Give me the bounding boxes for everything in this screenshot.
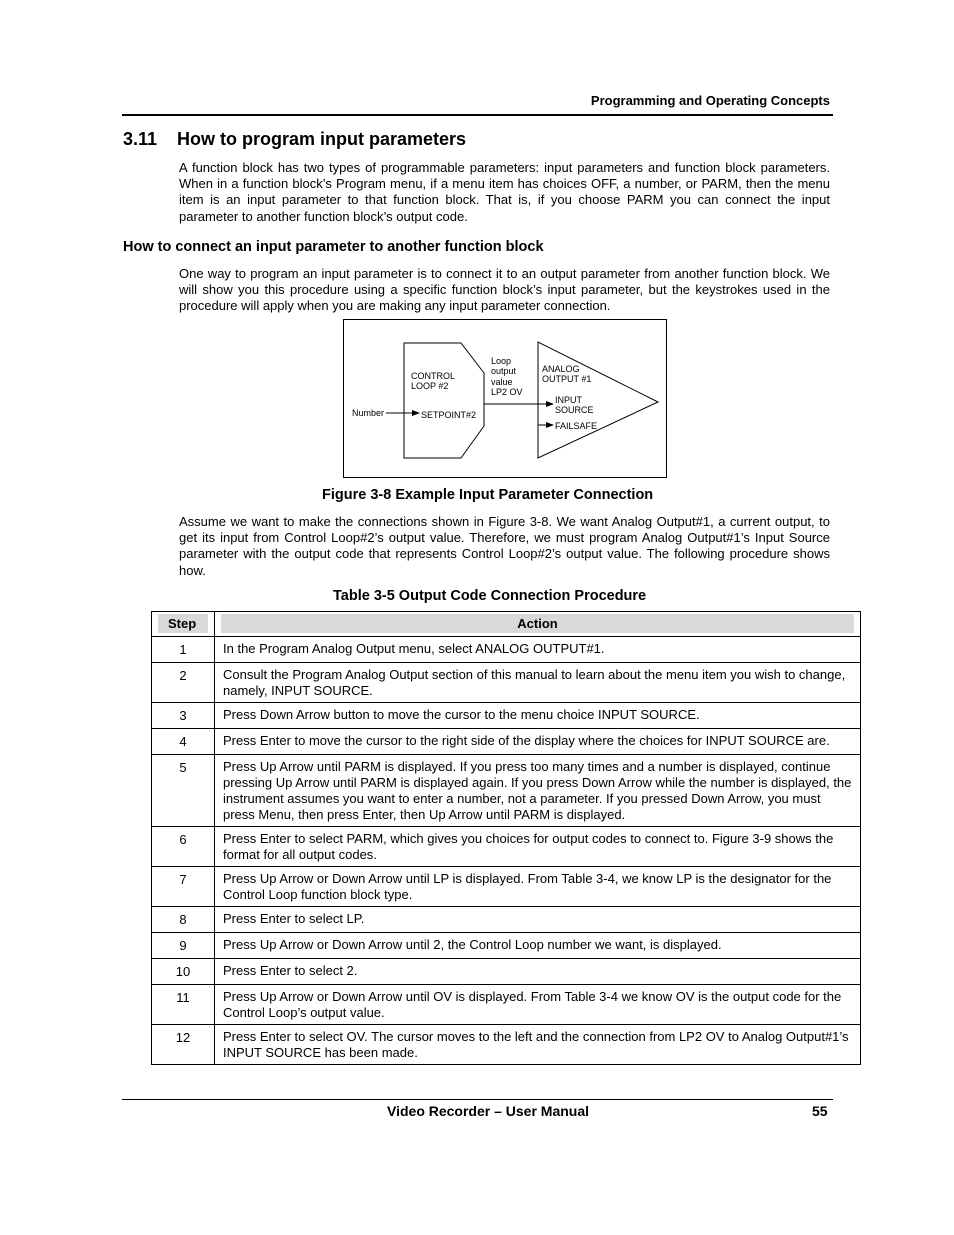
input-source-label-line2: SOURCE — [555, 405, 594, 415]
header-step-label: Step — [158, 614, 208, 633]
step-action: Press Enter to select OV. The cursor moves to the left and the connection from LP2 OV to Analog Output#1’s INPUT SOURCE has been made. — [215, 1025, 861, 1065]
table-row — [152, 985, 861, 1025]
table-row — [152, 959, 861, 985]
step-action: Press Enter to select PARM, which gives you choices for output codes to connect to. Figure 3-9 shows the format for all output codes. — [215, 827, 861, 867]
table-row — [152, 703, 861, 729]
table-header-row — [152, 612, 861, 637]
table-row — [152, 933, 861, 959]
step-number: 9 — [152, 933, 215, 959]
step-number: 3 — [152, 703, 215, 729]
control-loop-label-line1: CONTROL — [411, 371, 456, 381]
table-row — [152, 1025, 861, 1065]
step-number: 4 — [152, 729, 215, 755]
figure-caption: Figure 3-8 Example Input Parameter Connection — [322, 487, 654, 503]
control-loop-label-line2: LOOP #2 — [411, 381, 449, 391]
step-number: 11 — [152, 985, 215, 1025]
procedure-table — [151, 611, 861, 1065]
analog-output-label-line1: ANALOG — [542, 364, 580, 374]
table-row — [152, 827, 861, 867]
footer-title: Video Recorder – User Manual — [387, 1103, 590, 1119]
failsafe-label: FAILSAFE — [555, 421, 598, 431]
header-action — [215, 612, 861, 637]
analog-output-label-line2: OUTPUT #1 — [542, 374, 592, 384]
step-number: 10 — [152, 959, 215, 985]
loop-output-label-line4: LP2 OV — [491, 387, 523, 397]
section-intro-paragraph: A function block has two types of programmable parameters: input parameters and function block parameters. When in a function block’s Program menu, if a menu item has choices OFF, a number, or PARM, then the menu item is an input parameter to that function block. That is, if you choose PARM you can connect the input parameter to another function block’s output code. — [179, 160, 830, 224]
header-step — [152, 612, 215, 637]
running-header: Programming and Operating Concepts — [590, 93, 830, 108]
number-label: Number — [352, 408, 385, 418]
step-action: Press Up Arrow or Down Arrow until LP is displayed. From Table 3-4, we know LP is the designator for the Control Loop function block type. — [215, 867, 861, 907]
step-action: Press Up Arrow until PARM is displayed. If you press too many times and a number is displayed, continue pressing Up Arrow until PARM is displayed again. If you press Down Arrow while the number is displayed, the instrument assumes you want to enter a number, not a parameter. If you pressed Down Arrow, you must press Menu, then press Enter, then Up Arrow until PARM is displayed. — [215, 755, 861, 827]
step-number: 1 — [152, 637, 215, 663]
step-action: Press Up Arrow or Down Arrow until OV is displayed. From Table 3-4 we know OV is the output code for the Control Loop’s output value. — [215, 985, 861, 1025]
footer-rule — [122, 1099, 833, 1100]
table-row — [152, 907, 861, 933]
section-title-text: How to program input parameters — [177, 129, 467, 149]
loop-output-label-line3: value — [491, 377, 513, 387]
step-number: 6 — [152, 827, 215, 867]
step-action: Press Enter to select 2. — [215, 959, 861, 985]
figure-diagram — [343, 319, 667, 478]
subsection-title: How to connect an input parameter to another function block — [123, 239, 544, 255]
step-action: In the Program Analog Output menu, select ANALOG OUTPUT#1. — [215, 637, 861, 663]
section-title — [123, 129, 466, 150]
table-row — [152, 867, 861, 907]
step-action: Press Enter to select LP. — [215, 907, 861, 933]
table-row — [152, 637, 861, 663]
subsection-intro-paragraph: One way to program an input parameter is to connect it to an output parameter from another function block. We will show you this procedure using a specific function block’s input parameter, but the keystrokes used in the procedure will apply when you are making any input parameter connection. — [179, 266, 830, 314]
loop-output-label-line2: output — [491, 366, 517, 376]
step-action: Consult the Program Analog Output section of this manual to learn about the menu item you wish to change, namely, INPUT SOURCE. — [215, 663, 861, 703]
loop-output-label-line1: Loop — [491, 356, 512, 366]
step-number: 2 — [152, 663, 215, 703]
step-number: 7 — [152, 867, 215, 907]
section-number: 3.11 — [123, 129, 158, 149]
assume-paragraph: Assume we want to make the connections shown in Figure 3-8. We want Analog Output#1, a current output, to get its input from Control Loop#2’s output value. Therefore, we must program Analog Output#1’s Input Source parameter with the output code that represents Control Loop#2’s output value. The following procedure shows how. — [179, 514, 830, 578]
connection-diagram — [344, 320, 666, 477]
table-row — [152, 729, 861, 755]
header-action-label: Action — [221, 614, 854, 633]
step-action: Press Down Arrow button to move the cursor to the menu choice INPUT SOURCE. — [215, 703, 861, 729]
step-number: 8 — [152, 907, 215, 933]
step-number: 12 — [152, 1025, 215, 1065]
page-number: 55 — [812, 1103, 828, 1119]
control-loop-block — [404, 343, 484, 458]
header-rule — [122, 114, 833, 116]
table-row — [152, 755, 861, 827]
table-row — [152, 663, 861, 703]
table-caption: Table 3-5 Output Code Connection Procedure — [333, 588, 647, 604]
input-source-label-line1: INPUT — [555, 395, 582, 405]
step-action: Press Up Arrow or Down Arrow until 2, the Control Loop number we want, is displayed. — [215, 933, 861, 959]
step-number: 5 — [152, 755, 215, 827]
setpoint-label: SETPOINT#2 — [421, 410, 477, 420]
step-action: Press Enter to move the cursor to the right side of the display where the choices for INPUT SOURCE are. — [215, 729, 861, 755]
